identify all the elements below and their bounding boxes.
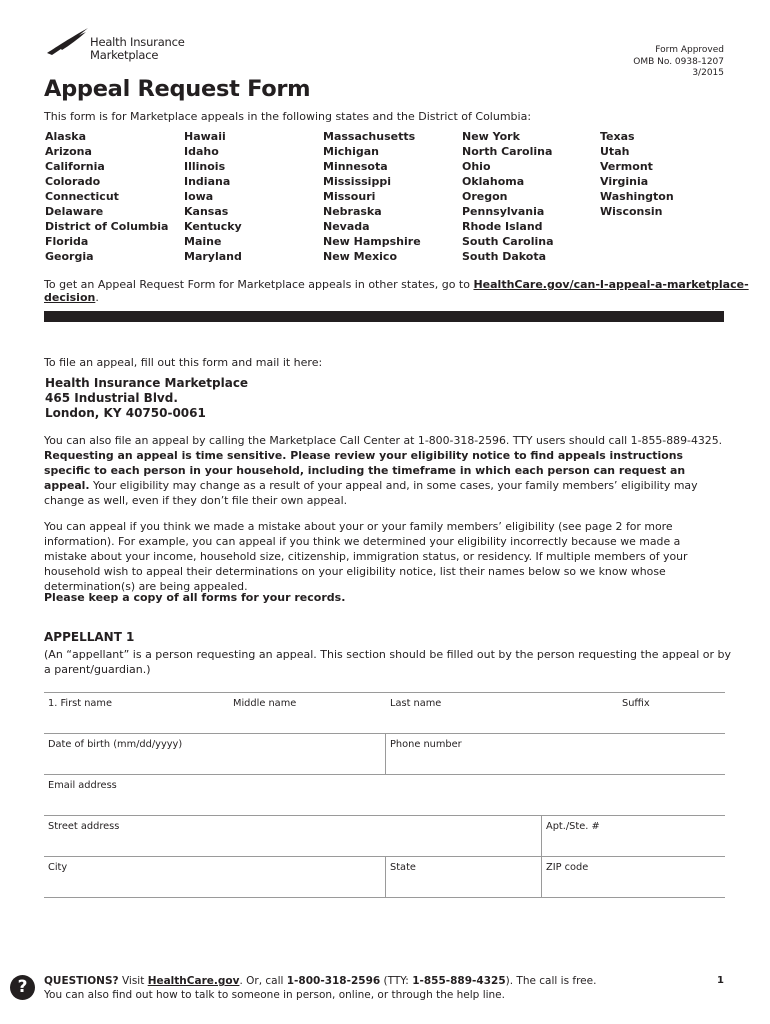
form-date: 3/2015 [692, 68, 724, 78]
eligibility-paragraph: You can appeal if you think we made a mistake about your or your family members’ eligibility (see page 2 for more information). For example, you can appeal if you think we determined your eligibility incorrectly because we made a mistake about your income, household size, citizenship, immigration status, or residency. If multiple members of your household wish to appeal their determinations on your eligibility notice, list their names below so we know whose determination(s) are being appealed. [44, 520, 688, 593]
state-item: Georgia [45, 250, 94, 263]
state-item: Rhode Island [462, 220, 543, 233]
time-sensitive-notice: Requesting an appeal is time sensitive. Please review your eligibility notice to find appeals instructions specific to each person in your household, including the timeframe in which each person can request an appeal. [44, 449, 686, 492]
state-item: Florida [45, 235, 89, 248]
state-item: Missouri [323, 190, 376, 203]
appeal-decision-link[interactable]: HealthCare.gov/can-I-appeal-a-marketplace-decision [44, 278, 749, 304]
page-number: 1 [717, 975, 724, 986]
healthcare-gov-link[interactable]: HealthCare.gov [147, 975, 240, 987]
state-item: Massachusetts [323, 130, 416, 143]
state-item: California [45, 160, 105, 173]
apt-field[interactable]: Apt./Ste. # [541, 816, 726, 856]
state-item: Indiana [184, 175, 231, 188]
state-item: Kansas [184, 205, 229, 218]
state-item: Vermont [600, 160, 653, 173]
first-name-field[interactable]: 1. First name [48, 698, 112, 709]
logo-line1: Health Insurance [90, 35, 185, 49]
street-row [44, 815, 725, 857]
state-item: Connecticut [45, 190, 119, 203]
name-row [44, 692, 725, 734]
middle-name-field[interactable]: Middle name [233, 698, 297, 709]
mail-instructions: To file an appeal, fill out this form and mail it here: [44, 356, 323, 369]
omb-number: OMB No. 0938-1207 [633, 56, 724, 67]
city-field[interactable]: City [48, 862, 68, 873]
email-row [44, 774, 725, 816]
appellant-description: (An “appellant” is a person requesting an appeal. This section should be filled out by the person requesting the appeal or by a parent/guardian.) [44, 648, 731, 676]
state-item: Arizona [45, 145, 92, 158]
states-column-3 [323, 129, 421, 264]
state-item: New Mexico [323, 250, 398, 263]
city-row [44, 856, 725, 898]
state-item: Minnesota [323, 160, 388, 173]
marketplace-logo [46, 26, 196, 66]
form-approved: Form Approved [655, 45, 724, 55]
state-item: Delaware [45, 205, 104, 218]
email-field[interactable]: Email address [48, 780, 117, 791]
states-column-1 [45, 129, 168, 264]
state-item: Wisconsin [600, 205, 663, 218]
tty-phone: 1-855-889-4325 [412, 975, 506, 987]
questions-line: QUESTIONS? Visit HealthCare.gov. Or, call 1-800-318-2596 (TTY: 1-855-889-4325). The call is free. [44, 975, 597, 987]
omb-info [633, 45, 724, 80]
state-item: Maine [184, 235, 222, 248]
question-icon: ? [10, 975, 35, 1000]
state-item: Washington [600, 190, 674, 203]
page-title: Appeal Request Form [44, 76, 311, 102]
state-item: District of Columbia [45, 220, 169, 233]
call-center-paragraph: You can also file an appeal by calling the Marketplace Call Center at 1-800-318-2596. TTY users should call 1-855-889-4325. Requesting an appeal is time sensitive. Please review your eligibility notice to find appeals instructions specific to each person in your household, including the timeframe in which each person can request an appeal. Your eligibility may change as a result of your appeal and, in some cases, your family members’ eligibility may change as well, even if they don’t file their own appeal. [44, 434, 723, 507]
state-item: Texas [600, 130, 635, 143]
state-item: Oregon [462, 190, 508, 203]
state-item: Nebraska [323, 205, 382, 218]
suffix-field[interactable]: Suffix [622, 698, 650, 709]
section-divider [44, 311, 724, 322]
state-item: Iowa [184, 190, 214, 203]
street-address-field[interactable]: Street address [48, 821, 120, 832]
state-item: Hawaii [184, 130, 226, 143]
state-item: Alaska [45, 130, 86, 143]
call-phone: 1-800-318-2596 [286, 975, 381, 987]
state-item: Nevada [323, 220, 370, 233]
state-item: South Carolina [462, 235, 554, 248]
swoosh-icon [46, 26, 92, 56]
state-item: New York [462, 130, 520, 143]
keep-copy-notice: Please keep a copy of all forms for your records. [44, 591, 346, 604]
states-column-5 [600, 129, 674, 219]
state-item: Colorado [45, 175, 101, 188]
help-line-text: You can also find out how to talk to someone in person, online, or through the help line. [44, 989, 505, 1001]
state-item: Mississippi [323, 175, 391, 188]
state-item: Utah [600, 145, 630, 158]
state-item: Kentucky [184, 220, 242, 233]
dob-phone-row [44, 733, 725, 775]
state-item: Illinois [184, 160, 226, 173]
logo-line2: Marketplace [90, 48, 159, 62]
other-states-note: To get an Appeal Request Form for Marketplace appeals in other states, go to HealthCare.gov/can-I-appeal-a-marketplace-decision. [44, 278, 749, 304]
state-item: Idaho [184, 145, 219, 158]
form-bottom-rule [44, 897, 725, 898]
state-item: Michigan [323, 145, 379, 158]
state-item: New Hampshire [323, 235, 421, 248]
state-field[interactable]: State [385, 857, 542, 897]
last-name-field[interactable]: Last name [390, 698, 442, 709]
state-item: Virginia [600, 175, 649, 188]
state-item: Ohio [462, 160, 491, 173]
state-item: North Carolina [462, 145, 553, 158]
states-column-2 [184, 129, 242, 264]
state-item: South Dakota [462, 250, 547, 263]
date-of-birth-field[interactable]: Date of birth (mm/dd/yyyy) [48, 739, 183, 750]
state-item: Maryland [184, 250, 242, 263]
state-item: Oklahoma [462, 175, 525, 188]
mailing-address: Health Insurance Marketplace 465 Industrial Blvd. London, KY 40750-0061 [45, 376, 249, 420]
zip-field[interactable]: ZIP code [541, 857, 726, 897]
state-item: Pennsylvania [462, 205, 545, 218]
states-column-4 [462, 129, 554, 264]
appellant-heading: APPELLANT 1 [44, 630, 135, 644]
phone-field[interactable]: Phone number [385, 734, 726, 774]
intro-text: This form is for Marketplace appeals in the following states and the District of Columbia: [44, 110, 532, 123]
